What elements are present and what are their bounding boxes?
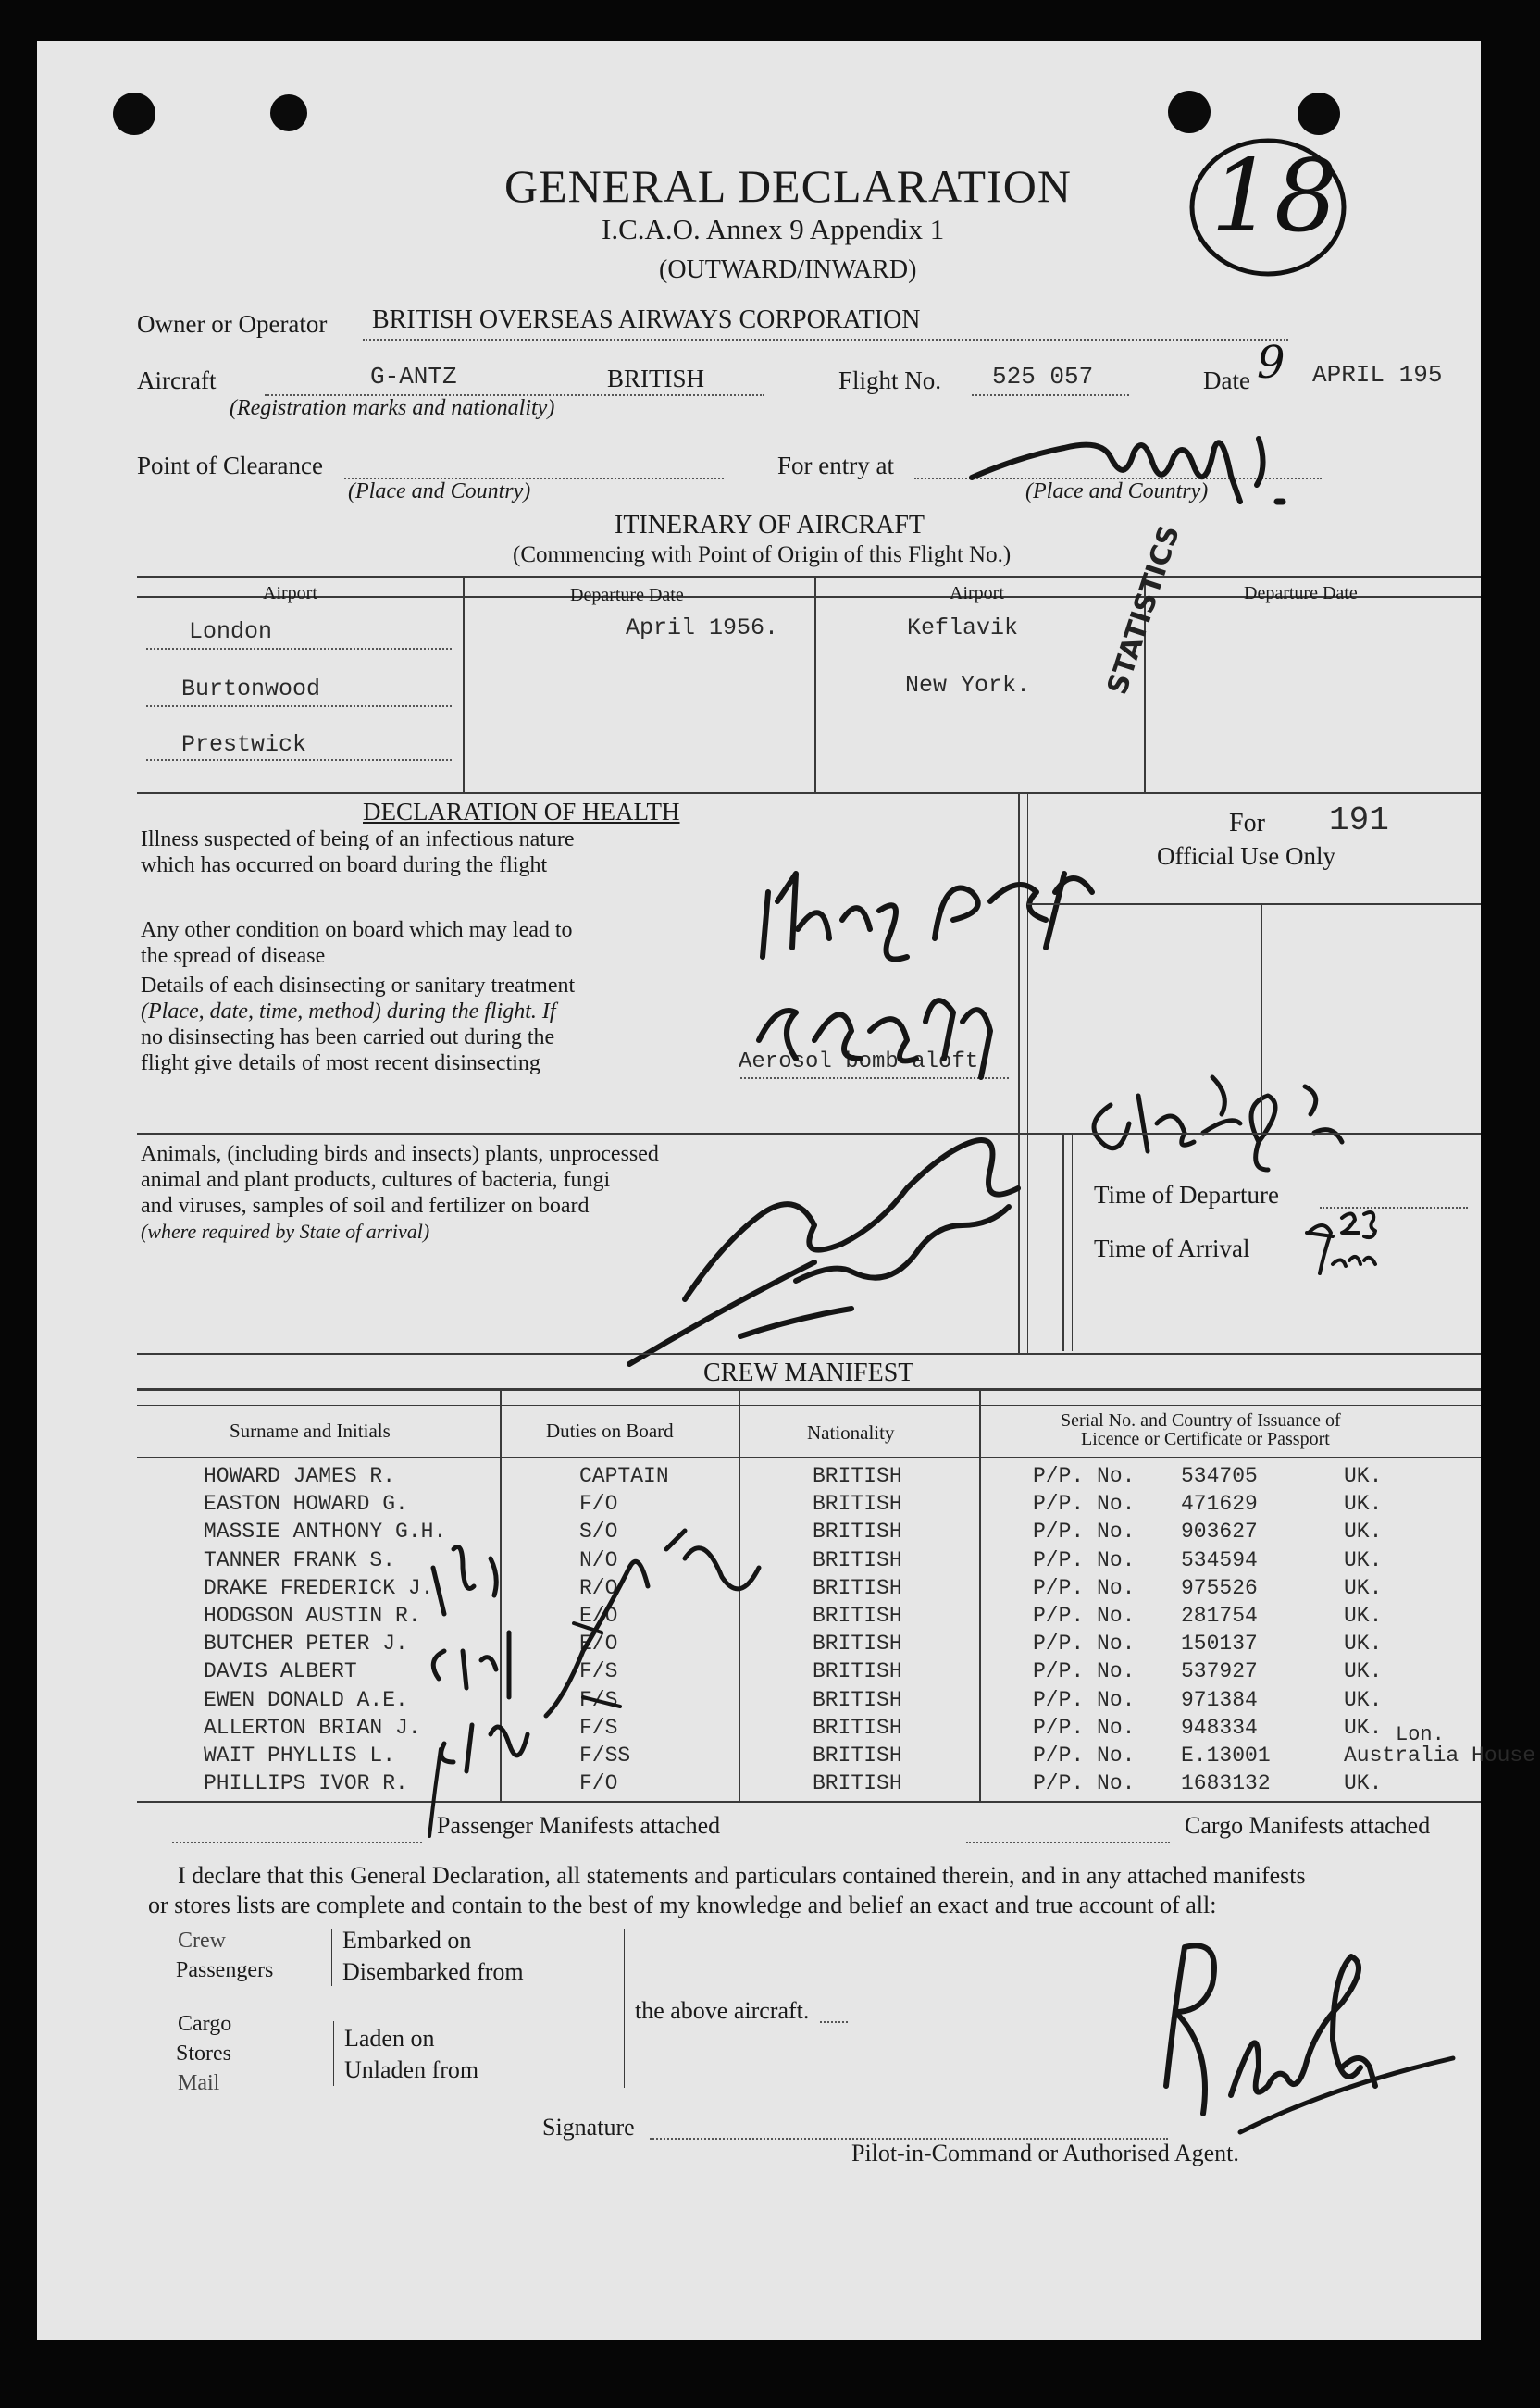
declaration-passengers: Passengers	[176, 1958, 274, 1982]
arrival-time-hand	[1296, 1199, 1434, 1283]
health-question: the spread of disease	[141, 944, 326, 968]
crew-duty: E/O	[579, 1632, 618, 1657]
declaration-laden: Laden on	[344, 2025, 435, 2052]
health-question: Any other condition on board which may lead to	[141, 918, 573, 942]
crew-pp-label: P/P. No.	[1033, 1744, 1136, 1768]
crew-nationality: BRITISH	[813, 1687, 902, 1712]
crew-nationality: BRITISH	[813, 1744, 902, 1768]
itinerary-subtitle: (Commencing with Point of Origin of this Flight No.)	[513, 542, 1012, 567]
crew-serial: 903627	[1181, 1520, 1258, 1545]
disinsecting-answer: Aerosol bomb aloft	[739, 1049, 979, 1074]
crew-serial: 1683132	[1181, 1771, 1271, 1796]
declaration-unladen: Unladen from	[344, 2056, 479, 2083]
crew-pp-label: P/P. No.	[1033, 1520, 1136, 1545]
declaration-form	[37, 41, 1536, 2340]
crew-header-licence: Licence or Certificate or Passport	[1081, 1429, 1330, 1449]
crew-pp-label: P/P. No.	[1033, 1687, 1136, 1712]
official-number: 191	[1329, 801, 1389, 839]
declaration-cargo: Cargo	[178, 2012, 232, 2036]
crew-name: DRAKE FREDERICK J.	[204, 1575, 434, 1600]
health-title: DECLARATION OF HEALTH	[363, 798, 680, 825]
punch-hole	[113, 93, 155, 135]
crew-duty: F/O	[579, 1492, 618, 1517]
clearance-label: Point of Clearance	[137, 452, 323, 479]
cargo-manifests-label: Cargo Manifests attached	[1185, 1812, 1431, 1839]
crew-duty: N/O	[579, 1547, 618, 1572]
crew-header-duties: Duties on Board	[546, 1420, 674, 1442]
aircraft-label: Aircraft	[137, 366, 217, 394]
itin-header-airport-2: Airport	[950, 583, 1004, 603]
crew-nationality: BRITISH	[813, 1492, 902, 1517]
declaration-embarked: Embarked on	[342, 1927, 472, 1954]
declaration-text: I declare that this General Declaration, all statements and particulars contained therein, and in any attached manifests	[178, 1862, 1306, 1889]
itin-departure-date: April 1956.	[626, 614, 779, 641]
passenger-manifests-label: Passenger Manifests attached	[437, 1812, 721, 1839]
handwritten-pax-note	[740, 837, 1129, 1105]
crew-name: EWEN DONALD A.E.	[204, 1687, 408, 1712]
entry-label: For entry at	[777, 452, 894, 479]
itin-airport: Keflavik	[907, 614, 1019, 641]
crew-pp-label: P/P. No.	[1033, 1715, 1136, 1740]
crew-name: TANNER FRANK S.	[204, 1547, 396, 1572]
itin-airport: Burtonwood	[181, 676, 321, 702]
crew-nationality: BRITISH	[813, 1520, 902, 1545]
date-hand: 9	[1257, 337, 1285, 389]
crew-header-name: Surname and Initials	[230, 1420, 391, 1442]
registration-note: (Registration marks and nationality)	[230, 396, 555, 420]
crew-duty: F/S	[579, 1659, 618, 1684]
crew-nationality: BRITISH	[813, 1547, 902, 1572]
handwritten-crew-note	[407, 1512, 796, 1781]
crew-duty: F/S	[579, 1715, 618, 1740]
aircraft-nationality: BRITISH	[607, 365, 705, 392]
itin-airport: New York.	[905, 672, 1031, 699]
declaration-above-aircraft: the above aircraft.	[635, 1997, 810, 2024]
crew-nationality: BRITISH	[813, 1771, 902, 1796]
flight-label: Flight No.	[838, 366, 942, 394]
crew-serial: 537927	[1181, 1659, 1258, 1684]
crew-duty: E/O	[579, 1604, 618, 1628]
crew-serial: 534705	[1181, 1464, 1258, 1488]
declaration-text: or stores lists are complete and contain to the best of my knowledge and belief an exact and true account of all:	[148, 1892, 1217, 1918]
crew-nationality: BRITISH	[813, 1575, 902, 1600]
crew-country: UK.	[1344, 1687, 1383, 1712]
itin-airport: London	[189, 618, 273, 645]
health-question: (Place, date, time, method) during the flight. If	[141, 999, 556, 1024]
itin-header-date-1: Departure Date	[570, 585, 684, 605]
date-value: APRIL 195	[1312, 361, 1443, 389]
crew-name: HODGSON AUSTIN R.	[204, 1604, 421, 1628]
crew-nationality: BRITISH	[813, 1604, 902, 1628]
lon-note: Lon.	[1396, 1723, 1445, 1746]
date-label: Date	[1203, 366, 1250, 394]
owner-label: Owner or Operator	[137, 310, 328, 338]
crew-name: PHILLIPS IVOR R.	[204, 1771, 408, 1796]
crew-duty: F/S	[579, 1687, 618, 1712]
handwritten-official-note	[1074, 1022, 1370, 1188]
crew-serial: 534594	[1181, 1547, 1258, 1572]
crew-duty: F/SS	[579, 1744, 631, 1768]
health-question: flight give details of most recent disinsecting	[141, 1051, 540, 1075]
itin-header-airport-1: Airport	[263, 583, 317, 603]
declaration-mail: Mail	[178, 2071, 220, 2095]
flight-number: 525 057	[992, 363, 1094, 391]
crew-name: EASTON HOWARD G.	[204, 1492, 408, 1517]
crew-duty: F/O	[579, 1771, 618, 1796]
stamp-number: 18	[1211, 139, 1338, 254]
crew-serial: 150137	[1181, 1632, 1258, 1657]
crew-country: Australia House	[1344, 1744, 1536, 1768]
crew-pp-label: P/P. No.	[1033, 1492, 1136, 1517]
statistics-stamp: STATISTICS	[1101, 521, 1186, 699]
crew-serial: E.13001	[1181, 1744, 1271, 1768]
crew-serial: 471629	[1181, 1492, 1258, 1517]
declaration-crew: Crew	[178, 1929, 226, 1953]
crew-country: UK.	[1344, 1659, 1383, 1684]
health-question: Details of each disinsecting or sanitary treatment	[141, 974, 576, 998]
crew-country: UK.	[1344, 1464, 1383, 1488]
official-use-label: Official Use Only	[1157, 842, 1335, 870]
crew-country: UK.	[1344, 1771, 1383, 1796]
arrival-time-label: Time of Arrival	[1094, 1235, 1250, 1262]
crew-nationality: BRITISH	[813, 1715, 902, 1740]
crew-manifest-title: CREW MANIFEST	[703, 1359, 914, 1387]
health-question: which has occurred on board during the flight	[141, 853, 548, 877]
crew-pp-label: P/P. No.	[1033, 1464, 1136, 1488]
owner-value: BRITISH OVERSEAS AIRWAYS CORPORATION	[372, 305, 921, 334]
handwritten-signoff	[611, 1086, 1092, 1373]
itinerary-title: ITINERARY OF AIRCRAFT	[615, 511, 925, 540]
pilot-signature	[1129, 1929, 1462, 2169]
crew-pp-label: P/P. No.	[1033, 1575, 1136, 1600]
crew-header-serial: Serial No. and Country of Issuance of	[1061, 1410, 1341, 1431]
crew-duty: R/O	[579, 1575, 618, 1600]
crew-pp-label: P/P. No.	[1033, 1659, 1136, 1684]
crew-name: BUTCHER PETER J.	[204, 1632, 408, 1657]
crew-name: DAVIS ALBERT	[204, 1659, 357, 1684]
crew-country: UK.	[1344, 1547, 1383, 1572]
signature-label: Signature	[542, 2114, 635, 2141]
crew-country: UK.	[1344, 1604, 1383, 1628]
entry-scribble	[962, 420, 1351, 513]
declaration-disembarked: Disembarked from	[342, 1958, 524, 1985]
crew-serial: 281754	[1181, 1604, 1258, 1628]
crew-country: UK.	[1344, 1492, 1383, 1517]
official-for-label: For	[1229, 809, 1265, 838]
health-question: Illness suspected of being of an infectious nature	[141, 827, 575, 851]
departure-time-label: Time of Departure	[1094, 1181, 1279, 1209]
crew-duty: S/O	[579, 1520, 618, 1545]
crew-duty: CAPTAIN	[579, 1464, 669, 1488]
entry-note: (Place and Country)	[1025, 479, 1209, 503]
clearance-note: (Place and Country)	[348, 479, 531, 503]
crew-country: UK.	[1344, 1520, 1383, 1545]
form-subtitle: I.C.A.O. Annex 9 Appendix 1	[602, 213, 945, 245]
crew-pp-label: P/P. No.	[1033, 1632, 1136, 1657]
crew-serial: 975526	[1181, 1575, 1258, 1600]
crew-serial: 971384	[1181, 1687, 1258, 1712]
health-question: no disinsecting has been carried out during the	[141, 1025, 555, 1049]
crew-country: UK.	[1344, 1632, 1383, 1657]
punch-hole	[270, 94, 307, 131]
declaration-stores: Stores	[176, 2042, 231, 2066]
crew-pp-label: P/P. No.	[1033, 1604, 1136, 1628]
form-title: GENERAL DECLARATION	[504, 160, 1072, 212]
itin-airport: Prestwick	[181, 731, 307, 758]
crew-serial: 948334	[1181, 1715, 1258, 1740]
health-question: and viruses, samples of soil and fertilizer on board	[141, 1194, 590, 1218]
crew-header-nationality: Nationality	[807, 1421, 895, 1444]
crew-name: HOWARD JAMES R.	[204, 1464, 396, 1488]
crew-pp-label: P/P. No.	[1033, 1547, 1136, 1572]
crew-country: UK.	[1344, 1575, 1383, 1600]
crew-name: WAIT PHYLLIS L.	[204, 1744, 396, 1768]
aircraft-registration: G-ANTZ	[370, 363, 457, 391]
crew-pp-label: P/P. No.	[1033, 1771, 1136, 1796]
crew-nationality: BRITISH	[813, 1464, 902, 1488]
crew-nationality: BRITISH	[813, 1659, 902, 1684]
crew-name: ALLERTON BRIAN J.	[204, 1715, 421, 1740]
itin-header-date-2: Departure Date	[1244, 583, 1358, 603]
form-direction: (OUTWARD/INWARD)	[659, 255, 917, 284]
pilot-in-command-label: Pilot-in-Command or Authorised Agent.	[851, 2140, 1239, 2166]
health-question: Animals, (including birds and insects) plants, unprocessed	[141, 1142, 659, 1166]
crew-name: MASSIE ANTHONY G.H.	[204, 1520, 447, 1545]
crew-nationality: BRITISH	[813, 1632, 902, 1657]
health-question: animal and plant products, cultures of bacteria, fungi	[141, 1168, 611, 1192]
crew-country: UK.	[1344, 1715, 1383, 1740]
health-question: (where required by State of arrival)	[141, 1220, 430, 1243]
